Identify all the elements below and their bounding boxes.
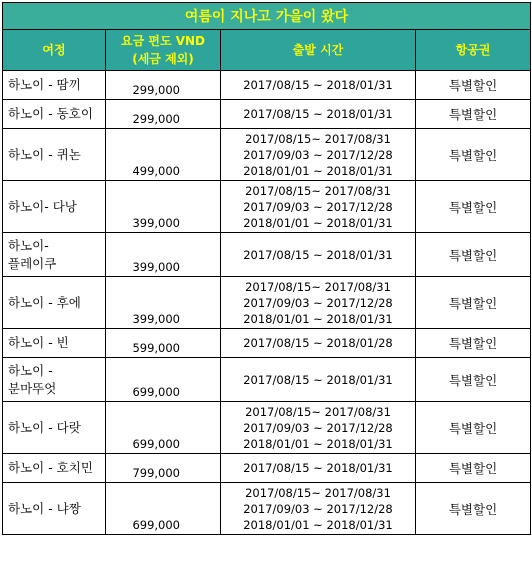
header-fare: [106, 30, 221, 71]
route-cell: [3, 329, 106, 358]
period-cell: [221, 329, 416, 358]
fare-cell: 399,000: [106, 181, 221, 233]
header-fare-line2: (세금 제외): [132, 52, 194, 66]
table-row: [3, 129, 531, 181]
ticket-cell: 특별할인: [416, 483, 531, 535]
period-cell: [221, 233, 416, 277]
ticket-cell: 특별할인: [416, 181, 531, 233]
period-text: 2017/08/15~ 2017/08/31: [245, 404, 391, 419]
table-row: [3, 277, 531, 329]
table-body: [3, 71, 531, 535]
period-text: 2018/01/01 ~ 2018/01/31: [243, 436, 393, 451]
period-text: 2017/08/15~ 2017/08/31: [245, 485, 391, 500]
route-cell: [3, 181, 106, 233]
period-cell: [221, 277, 416, 329]
table-row: [3, 454, 531, 483]
period-text: 2017/08/15 ~ 2018/01/31: [243, 247, 393, 262]
fare-cell: 299,000: [106, 71, 221, 100]
period-text: 2017/08/15 ~ 2018/01/31: [243, 78, 393, 92]
route-cell: [3, 100, 106, 129]
fare-cell: 599,000: [106, 329, 221, 358]
period-text: 2018/01/01 ~ 2018/01/31: [243, 517, 393, 532]
route-cell: [3, 483, 106, 535]
ticket-cell: 특별할인: [416, 454, 531, 483]
route-text: 하노이 - 퀴논: [8, 146, 81, 162]
route-text: 하노이-: [8, 237, 49, 253]
route-cell: [3, 277, 106, 329]
table-row: [3, 358, 531, 402]
route-text: 하노이- 다낭: [8, 198, 77, 214]
period-text: 2018/01/01 ~ 2018/01/31: [243, 311, 393, 326]
ticket-cell: 특별할인: [416, 71, 531, 100]
route-text: 분마뚜엇: [8, 380, 57, 396]
route-text: 하노이 -: [8, 362, 53, 378]
period-cell: [221, 129, 416, 181]
table-row: [3, 100, 531, 129]
route-cell: [3, 71, 106, 100]
route-cell: [3, 402, 106, 454]
table-row: [3, 181, 531, 233]
fare-cell: 499,000: [106, 129, 221, 181]
table-title: 여름이 지나고 가을이 왔다: [3, 3, 531, 30]
route-cell: [3, 454, 106, 483]
title-row: [3, 3, 531, 30]
period-text: 2017/09/03 ~ 2017/12/28: [243, 501, 393, 516]
ticket-cell: 특별할인: [416, 402, 531, 454]
header-fare-line1: 요금 편도 VND: [120, 34, 205, 48]
table-row: [3, 233, 531, 277]
period-text: 2017/08/15~ 2017/08/31: [245, 131, 391, 146]
fare-cell: 799,000: [106, 454, 221, 483]
ticket-cell: 특별할인: [416, 329, 531, 358]
route-text: 하노이 - 후에: [8, 294, 81, 310]
route-text: 하노이 - 땀끼: [8, 77, 81, 92]
ticket-cell: 특별할인: [416, 277, 531, 329]
ticket-cell: 특별할인: [416, 129, 531, 181]
table-row: [3, 483, 531, 535]
route-text: 하노이 - 다랏: [8, 419, 81, 435]
route-cell: [3, 129, 106, 181]
table-row: [3, 329, 531, 358]
period-text: 2017/09/03 ~ 2017/12/28: [243, 420, 393, 435]
period-text: 2018/01/01 ~ 2018/01/31: [243, 215, 393, 230]
ticket-cell: 특별할인: [416, 358, 531, 402]
fare-cell: 399,000: [106, 233, 221, 277]
header-route: 여정: [3, 30, 106, 71]
period-text: 2017/09/03 ~ 2017/12/28: [243, 147, 393, 162]
route-text: 하노이 - 냐짱: [8, 500, 81, 516]
fare-table: [2, 2, 531, 535]
route-cell: [3, 233, 106, 277]
fare-cell: 699,000: [106, 358, 221, 402]
period-text: 2017/09/03 ~ 2017/12/28: [243, 295, 393, 310]
fare-cell: 299,000: [106, 100, 221, 129]
period-text: 2017/08/15~ 2017/08/31: [245, 279, 391, 294]
route-text: 플레이쿠: [8, 255, 57, 271]
period-text: 2017/08/15 ~ 2018/01/28: [243, 336, 393, 350]
period-cell: [221, 358, 416, 402]
period-cell: [221, 100, 416, 129]
period-text: 2017/09/03 ~ 2017/12/28: [243, 199, 393, 214]
period-text: 2017/08/15~ 2017/08/31: [245, 183, 391, 198]
table-row: [3, 402, 531, 454]
fare-cell: 399,000: [106, 277, 221, 329]
route-text: 하노이 - 동호이: [8, 106, 93, 121]
period-text: 2017/08/15 ~ 2018/01/31: [243, 372, 393, 387]
table-row: [3, 71, 531, 100]
period-text: 2018/01/01 ~ 2018/01/31: [243, 163, 393, 178]
route-text: 하노이 - 호치민: [8, 460, 93, 475]
period-cell: [221, 181, 416, 233]
ticket-cell: 특별할인: [416, 233, 531, 277]
fare-cell: 699,000: [106, 402, 221, 454]
ticket-cell: 특별할인: [416, 100, 531, 129]
period-text: 2017/08/15 ~ 2018/01/31: [243, 461, 393, 475]
header-ticket: 항공권: [416, 30, 531, 71]
route-cell: [3, 358, 106, 402]
route-text: 하노이 - 빈: [8, 335, 69, 350]
period-cell: [221, 454, 416, 483]
period-cell: [221, 402, 416, 454]
header-row: [3, 30, 531, 71]
period-cell: [221, 483, 416, 535]
period-text: 2017/08/15 ~ 2018/01/31: [243, 107, 393, 121]
period-cell: [221, 71, 416, 100]
header-period: 출발 시간: [221, 30, 416, 71]
fare-cell: 699,000: [106, 483, 221, 535]
